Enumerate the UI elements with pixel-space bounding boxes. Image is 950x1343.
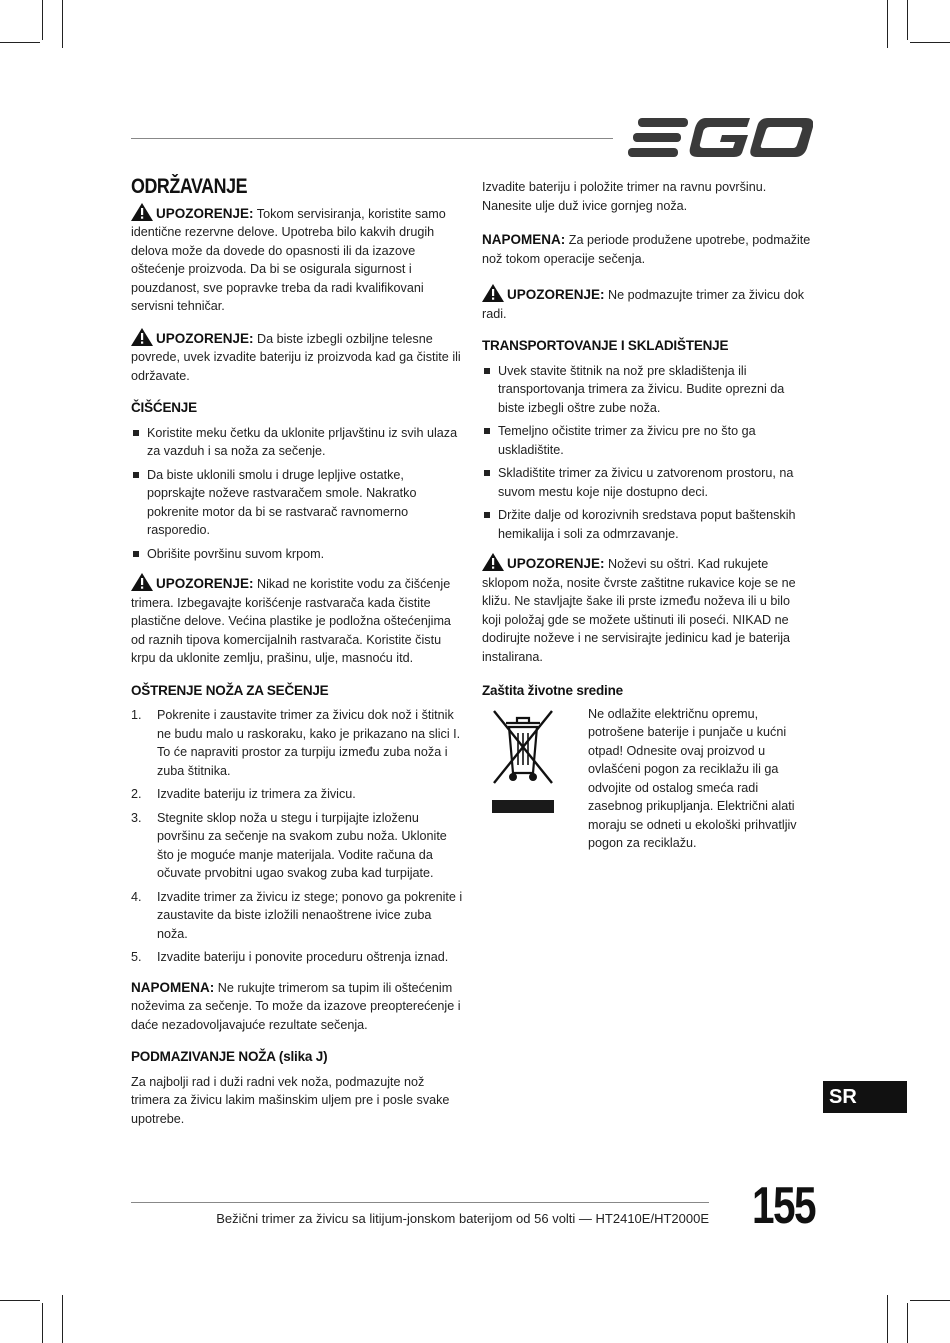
warning-icon: [131, 573, 153, 591]
warning-paragraph: [482, 553, 812, 666]
transport-heading: TRANSPORTOVANJE I SKLADIŠTENJE: [482, 338, 729, 353]
note-label: NAPOMENA:: [131, 979, 215, 995]
crossed-bin-icon: [490, 705, 556, 789]
step-item: [131, 785, 463, 804]
list-item: Temeljno očistite trimer za živicu pre no što ga uskladištite.: [482, 422, 812, 459]
crop-mark: [887, 0, 888, 48]
list-item: Koristite meku četku da uklonite prljavštinu iz svih ulaza za vazduh i sa noža za sečenje.: [131, 424, 463, 461]
intro-text: Izvadite bateriju i položite trimer na ravnu površinu. Nanesite ulje duž ivice gornjeg noža.: [482, 180, 767, 213]
cleaning-list: [131, 424, 463, 564]
warning-label: UPOZORENJE:: [507, 556, 605, 571]
list-item: Držite dalje od korozivnih sredstava poput baštenskih hemikalija i soli za odmrzavanje.: [482, 506, 812, 543]
warning-paragraph: [131, 573, 463, 668]
step-text: Izvadite trimer za živicu iz stege; ponovo ga pokrenite i zaustavite da biste izložili nenaoštrene ivice zuba noža.: [157, 889, 463, 941]
crop-mark: [42, 0, 43, 40]
list-item: Uvek stavite štitnik na nož pre skladištenja ili transportovanja trimera za živicu. Budite oprezni da biste izbegli oštre zube noža.: [482, 362, 812, 418]
crop-mark: [907, 1303, 908, 1343]
environment-section: [482, 705, 812, 865]
lubrication-heading: PODMAZIVANJE NOŽA (slika J): [131, 1049, 328, 1064]
warning-icon: [131, 328, 153, 346]
warning-text: Noževi su oštri. Kad rukujete sklopom noža, nosite čvrste zaštitne rukavice koje se ne kližu. Ne stavljajte šake ili prste između noževa ili u bilo koji položaj gde se možete uštinuti ili poseći. NIKAD ne dodirujte noževe i ne servisirajte jedinicu kad je baterija instalirana.: [482, 557, 796, 664]
step-number: 5.: [131, 950, 142, 964]
warning-label: UPOZORENJE:: [156, 576, 254, 591]
left-column: [131, 175, 463, 1140]
sharpening-steps: [131, 706, 463, 967]
warning-text: Ne podmazujte trimer za živicu dok radi.: [482, 288, 804, 321]
header-rule: [131, 138, 613, 139]
warning-label: UPOZORENJE:: [156, 330, 254, 346]
step-number: 3.: [131, 810, 142, 825]
warning-text: Da biste izbegli ozbiljne telesne povrede, uvek izvadite bateriju iz proizvoda kad ga čistite ili održavate.: [131, 331, 461, 383]
step-text: Pokrenite i zaustavite trimer za živicu dok nož i štitnik ne budu malo u raskoraku, kako je prikazano na slici I. To će napraviti prostor za turpiju između zuba noža i zuba štitnika.: [157, 708, 461, 778]
footer-text: Bežični trimer za živicu sa litijum-jonskom baterijom od 56 volti — HT2410E/HT2000E: [216, 1211, 709, 1226]
footer-rule: [131, 1202, 709, 1203]
list-item: Da biste uklonili smolu i druge lepljive ostatke, poprskajte noževe rastvaračem smole. Nakratko pokrenite motor da bi se rastvarač ravnomerno rasporedio.: [131, 466, 463, 540]
crop-mark: [910, 42, 950, 43]
crop-mark: [42, 1303, 43, 1343]
warning-label: UPOZORENJE:: [507, 287, 605, 302]
warning-icon: [482, 553, 504, 571]
warning-paragraph: [482, 284, 812, 323]
step-item: [131, 948, 463, 967]
crop-mark: [887, 1295, 888, 1343]
note-paragraph: [482, 231, 812, 268]
environment-text: Ne odlažite električnu opremu, potrošene baterije i punjače u kućni otpad! Odnesite ovaj proizvod u ovlašćeni pogon za reciklažu ili ga odvojite od ostalog smeća radi zasebnog prikupljanja. Električni alati moraju se odneti u ekološki prihvatljiv pogon za reciklažu.: [588, 706, 797, 850]
crop-mark: [62, 0, 63, 48]
step-text: Izvadite bateriju iz trimera za živicu.: [157, 787, 356, 801]
environment-heading: Zaštita životne sredine: [482, 683, 623, 698]
note-paragraph: [131, 979, 463, 1035]
warning-text: Tokom servisiranja, koristite samo identične rezervne delove. Upotreba bilo kakvih drugih delova može da dovede do opasnosti ili da izazove oštećenje proizvoda. Da bi se osigurala sigurnost i pouzdanost, sve popravke treba da radi kvalifikovani servisni tehničar.: [131, 206, 446, 313]
page-title: ODRŽAVANJE: [131, 175, 248, 198]
note-label: NAPOMENA:: [482, 232, 566, 247]
step-number: 1.: [131, 708, 142, 722]
weee-symbol: [490, 705, 570, 865]
crop-mark: [62, 1295, 63, 1343]
step-number: 2.: [131, 787, 142, 801]
warning-icon: [131, 203, 153, 221]
step-item: [131, 809, 463, 883]
list-item: Obrišite površinu suvom krpom.: [131, 545, 463, 564]
weee-bar: [492, 800, 554, 813]
warning-paragraph: [131, 203, 463, 316]
ego-logo: [628, 115, 813, 161]
step-item: [131, 706, 463, 780]
right-column: [482, 178, 812, 865]
warning-text: Nikad ne koristite vodu za čišćenje trimera. Izbegavajte korišćenje rastvarača kada čistite plastične delove. Većina plastike je podložna oštećenjima od raznih tipova komercijalnih rastvarača. Koristite čistu krpu da uklonite zemlju, prašinu, ulje, masnoću itd.: [131, 577, 451, 665]
step-number: 4.: [131, 889, 142, 904]
crop-mark: [907, 0, 908, 40]
warning-paragraph: [131, 328, 463, 386]
lubrication-text: Za najbolji rad i duži radni vek noža, podmazujte nož trimera za živicu lakim mašinskim uljem pre i posle svake upotrebe.: [131, 1074, 450, 1126]
warning-label: UPOZORENJE:: [156, 205, 254, 221]
step-text: Stegnite sklop noža u stegu i turpijajte izloženu površinu za sečenje na svakom zubu noža. Uklonite što je moguće manje materijala. Vodite računa da očuvate prvobitni ugao svakog zuba kad turpijate.: [157, 810, 447, 880]
page-number: 155: [752, 1177, 815, 1235]
list-item: Skladištite trimer za živicu u zatvorenom prostoru, na suvom mestu koje nije dostupno deci.: [482, 464, 812, 501]
crop-mark: [910, 1300, 950, 1301]
language-tab: SR: [823, 1081, 907, 1113]
transport-list: [482, 362, 812, 544]
step-item: [131, 888, 463, 944]
sharpening-heading: OŠTRENJE NOŽA ZA SEČENJE: [131, 682, 329, 698]
note-text: Ne rukujte trimerom sa tupim ili oštećenim noževima za sečenje. To može da izazove preopterećenje i daće nezadovoljavajuće rezultate sečenja.: [131, 980, 461, 1032]
crop-mark: [0, 1300, 40, 1301]
crop-mark: [0, 42, 40, 43]
warning-icon: [482, 284, 504, 302]
step-text: Izvadite bateriju i ponovite proceduru oštrenja iznad.: [157, 950, 449, 964]
note-text: Za periode produžene upotrebe, podmažite nož tokom operacije sečenja.: [482, 233, 811, 266]
cleaning-heading: ČIŠĆENJE: [131, 400, 197, 415]
